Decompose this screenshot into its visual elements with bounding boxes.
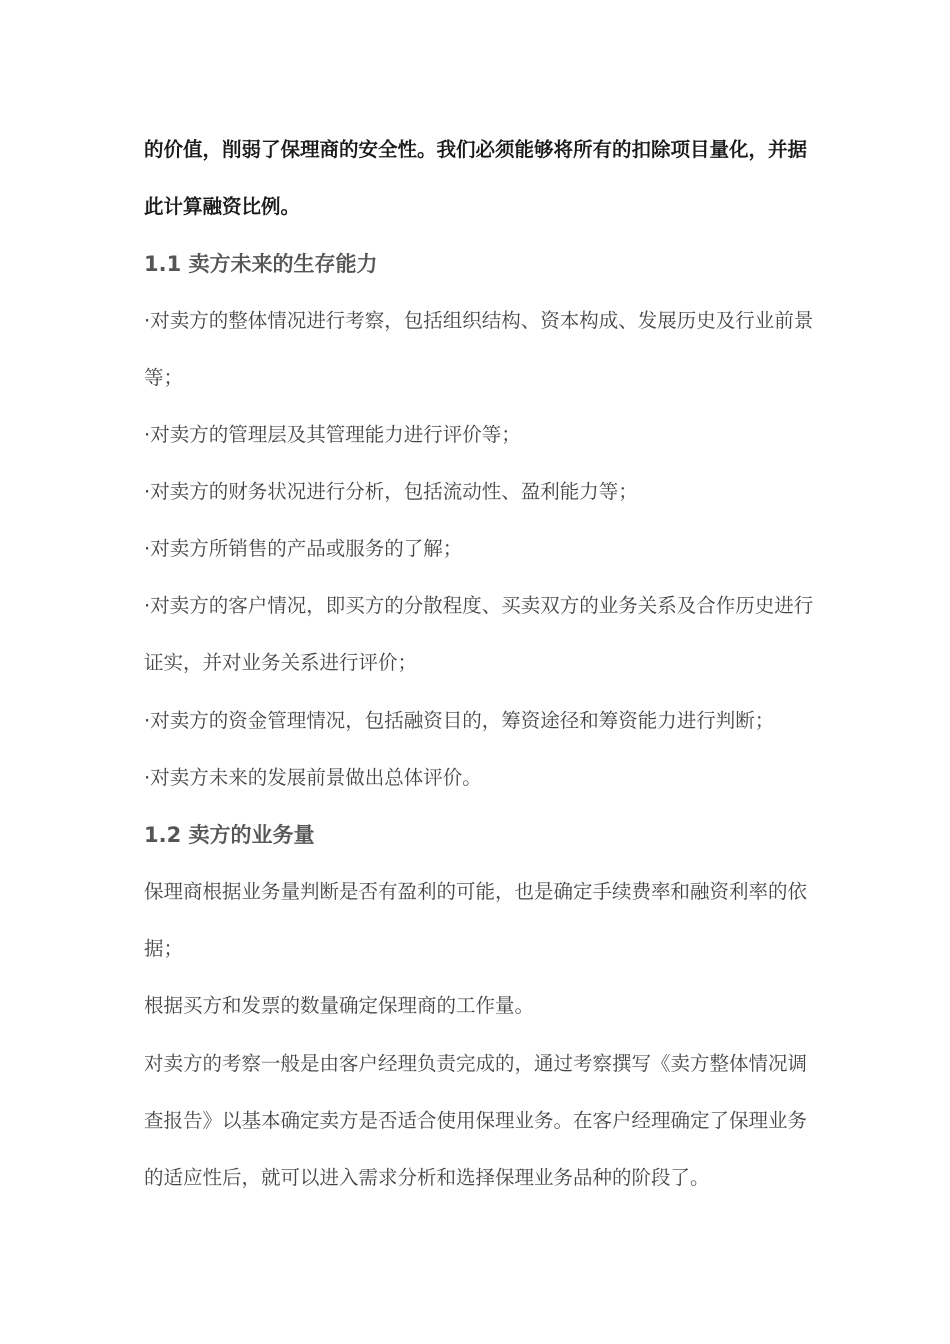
body-line: 证实，并对业务关系进行评价； (144, 651, 418, 674)
section-heading-1-1: 1.1 卖方未来的生存能力 (144, 252, 378, 276)
body-line: 据； (144, 937, 184, 960)
body-line: ·对卖方的整体情况进行考察，包括组织结构、资本构成、发展历史及行业前景 (144, 309, 814, 332)
body-line: ·对卖方未来的发展前景做出总体评价。 (144, 766, 482, 789)
body-line: 等； (144, 366, 184, 389)
body-line: 保理商根据业务量判断是否有盈利的可能，也是确定手续费率和融资利率的依 (144, 880, 808, 903)
body-line: 的适应性后，就可以进入需求分析和选择保理业务品种的阶段了。 (144, 1166, 710, 1189)
body-line: ·对卖方的客户情况，即买方的分散程度、买卖双方的业务关系及合作历史进行 (144, 594, 814, 617)
body-line: 查报告》以基本确定卖方是否适合使用保理业务。在客户经理确定了保理业务 (144, 1109, 808, 1132)
body-line: 根据买方和发票的数量确定保理商的工作量。 (144, 994, 535, 1017)
intro-line-1: 的价值，削弱了保理商的安全性。我们必须能够将所有的扣除项目量化，并据 (144, 138, 808, 161)
body-line: ·对卖方的财务状况进行分析，包括流动性、盈利能力等； (144, 480, 638, 503)
section-heading-1-2: 1.2 卖方的业务量 (144, 823, 315, 847)
body-line: 对卖方的考察一般是由客户经理负责完成的，通过考察撰写《卖方整体情况调 (144, 1052, 808, 1075)
body-line: ·对卖方所销售的产品或服务的了解； (144, 537, 463, 560)
body-line: ·对卖方的管理层及其管理能力进行评价等； (144, 423, 521, 446)
body-line: ·对卖方的资金管理情况，包括融资目的，筹资途径和筹资能力进行判断； (144, 709, 775, 732)
intro-line-2: 此计算融资比例。 (144, 195, 301, 218)
